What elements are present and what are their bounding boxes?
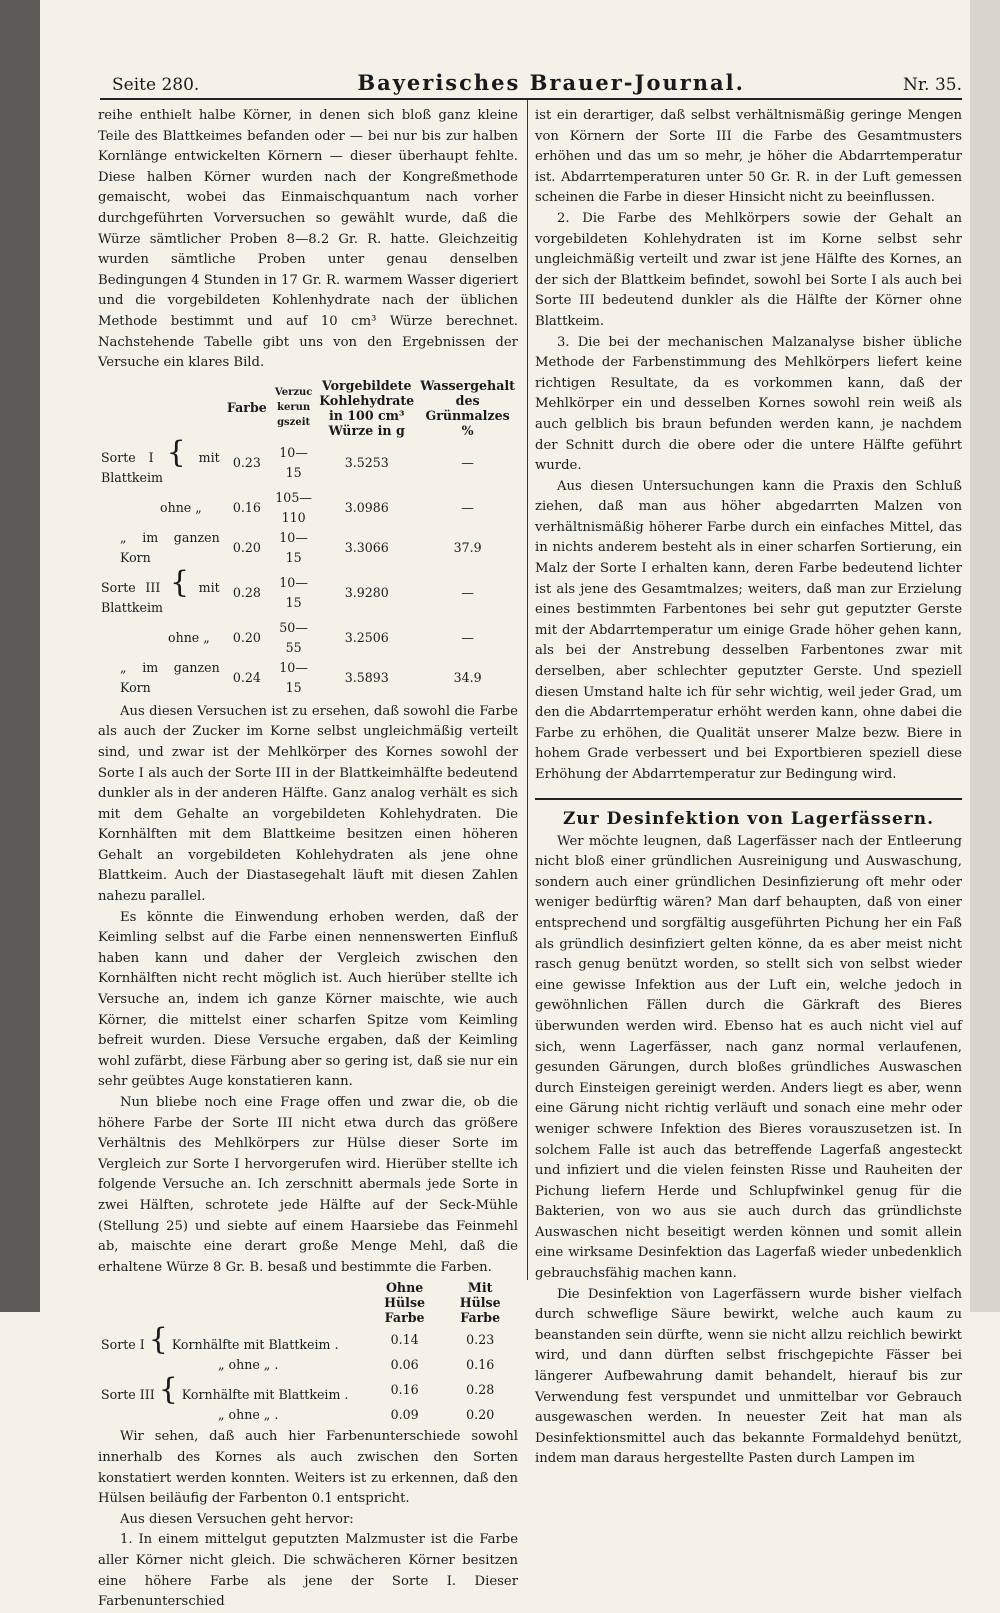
- paragraph: Es könnte die Einwendung erhoben werden, daß der Keimling selbst auf die Farbe einen nennenswerten Einfluß haben kann und daher der Vergleich zwischen den Kornhälften nicht recht möglich ist. Auch hierüber stellte ich Versuche an, indem ich ganze Körner maischte, wie auch Körner, die mittelst einer scharfen Spitze vom Keimling befreit wurden. Diese Versuche ergaben, daß der Keimling wohl zufärbt, diese Färbung aber so gering ist, daß sie nur ein sehr geübtes Auge konstatieren kann.: [98, 909, 518, 1090]
- row-sub: mit Blattkeim: [101, 579, 220, 615]
- table-row: [98, 438, 518, 488]
- row-label: Sorte I: [101, 1337, 145, 1353]
- cell-farbe: 0.16: [232, 499, 261, 515]
- cell-ohne-huelse: 0.14: [390, 1332, 419, 1348]
- cell-mit-huelse: 0.20: [466, 1407, 495, 1423]
- row-label: Sorte III: [101, 579, 161, 595]
- results-table-1: [98, 378, 518, 698]
- row-sub: Kornhälfte mit Blattkeim .: [171, 1337, 339, 1353]
- issue-number: Nr. 35.: [903, 75, 962, 95]
- brace-icon: {: [166, 434, 186, 470]
- column-header: Farbe: [226, 400, 267, 416]
- row-sub: im ganzen Korn: [120, 529, 220, 565]
- paragraph: 3. Die bei der mechanischen Malzanalyse bisher übliche Methode der Farbenstimmung des Mehlkörpers liefert keine richtigen Resultate, da es vorkommen kann, daß der Mehlkörper ein und desselben Kornes sowohl rein weiß als auch gelblich bis braun befunden werden kann, je nachdem der Schnitt durch die obere oder die untere Hälfte geführt wurde.: [535, 334, 962, 474]
- table-row: [98, 1375, 518, 1405]
- column-header: Wassergehalt des Grünmalzes %: [420, 377, 515, 438]
- paragraph: Aus diesen Versuchen ist zu ersehen, daß sowohl die Farbe als auch der Zucker im Korne selbst ungleichmäßig verteilt sind, und zwar ist der Mehlkörper des Kornes sowohl der Sorte I als auch der Sorte III in der Blattkeimhälfte bedeutend dunkler als in der anderen Hälfte. Ganz analog verhält es sich mit dem Gehalte an vorgebildeten Kohlehydraten. Die Kornhälften mit dem Blattkeime besitzen einen höheren Gehalt an vorgebildeten Kohlehydraten als jene ohne Blattkeim. Auch der Diastasegehalt läuft mit diesen Zahlen nahezu parallel.: [98, 703, 518, 905]
- cell-wasser: —: [461, 584, 474, 600]
- page-header: [112, 70, 962, 98]
- row-sub: „ ohne „ .: [218, 1407, 279, 1423]
- journal-title: Bayerisches Brauer-Journal.: [357, 70, 745, 95]
- row-sub: ohne „: [168, 629, 210, 645]
- paragraph: Aus diesen Untersuchungen kann die Praxis den Schluß ziehen, daß man aus höher abgedarrten Malzen von verhältnismäßig höherer Farbe durch ein einfaches Mittel, das in nichts anderem besteht als in einer scharfen Sortierung, ein Malz der Sorte I erhalten kann, deren Farbe bedeutend lichter ist als jene des Gesamtmalzes; weiters, daß man zur Erzielung eines bestimmten Farbentones bei sehr gut geputzter Gerste mit der Abdarrtemperatur um einige Grade höher gehen kann, als bei der Anstrebung desselben Farbentones zwar mit derselben, aber schlechter geputzter Gerste. Und speziell diesen Umstand halte ich für sehr wichtig, weil jeder Grad, um den die Abdarrtemperatur erhöht werden kann, ohne dabei die Farbe zu erhöhen, die Qualität unserer Malze bezw. Biere in hohem Grade verbessert und bei Exportbieren speziell diese Erhöhung der Abdarrtemperatur zur Bedingung wird.: [535, 478, 962, 782]
- paragraph: ist ein derartiger, daß selbst verhältnismäßig geringe Mengen von Körnern der Sorte III die Farbe des Gesamtmusters erhöhen und das um so mehr, je höher die Abdarrtemperatur ist. Abdarrtemperaturen unter 50 Gr. R. in der Luft gemessen scheinen die Farbe in dieser Hinsicht nicht zu beeinflussen.: [535, 108, 962, 206]
- page-number: Seite 280.: [112, 75, 200, 95]
- cell-wasser: 34.9: [453, 669, 482, 685]
- cell-farbe: 0.20: [232, 539, 261, 555]
- cell-kohlehydrate: 3.3066: [344, 539, 389, 555]
- cell-kohlehydrate: 3.5893: [344, 669, 389, 685]
- column-header: Vorgebildete Kohlehydrate in 100 cm³ Würze in g: [319, 377, 415, 438]
- column-divider: [527, 100, 528, 1280]
- row-sub: „ ohne „ .: [218, 1357, 279, 1373]
- row-label: „: [120, 659, 127, 675]
- cell-wasser: —: [461, 629, 474, 645]
- cell-zeit: 10—15: [279, 529, 308, 565]
- cell-farbe: 0.20: [232, 629, 261, 645]
- cell-zeit: 105—110: [275, 489, 312, 525]
- table-row: [98, 658, 518, 698]
- paragraph: Aus diesen Versuchen geht hervor:: [120, 1511, 354, 1527]
- cell-wasser: —: [461, 499, 474, 515]
- left-column: [98, 106, 518, 1613]
- cell-wasser: 37.9: [453, 539, 482, 555]
- column-header: Verzuckerungszeit: [274, 387, 313, 429]
- row-label: Sorte I: [101, 449, 154, 465]
- cell-wasser: —: [461, 454, 474, 470]
- scan-margin-right: [970, 0, 1000, 1312]
- section-divider: [535, 798, 962, 800]
- row-sub: Kornhälfte mit Blattkeim .: [181, 1387, 349, 1403]
- paragraph: Wir sehen, daß auch hier Farbenunterschiede sowohl innerhalb des Kornes als auch zwischen den Sorten konstatiert werden konnten. Weiters ist zu erkennen, daß den Hülsen beiläufig der Farbenton 0.1 entspricht.: [98, 1429, 518, 1507]
- brace-icon: {: [158, 1372, 178, 1408]
- cell-mit-huelse: 0.23: [466, 1332, 495, 1348]
- cell-mit-huelse: 0.16: [466, 1357, 495, 1373]
- cell-kohlehydrate: 3.9280: [344, 584, 389, 600]
- table-row: [98, 568, 518, 618]
- paragraph: Wer möchte leugnen, daß Lagerfässer nach der Entleerung nicht bloß einer gründlichen Ausreinigung und Auswaschung, sondern auch einer gründlichen Desinfizierung oft mehr oder weniger bedürftig wären? Man darf behaupten, daß von einer entsprechend und sorgfältig ausgeführten Pichung her ein Faß als gründlich desinfiziert gelten könne, da es aber meist nicht rasch genug benützt worden, so stellt sich von selbst wieder eine gewisse Infektion aus der Luft ein, welche jedoch in gewöhnlichen Fällen durch die Gärkraft des Bieres überwunden werden wird. Ebenso hat es auch nicht viel auf sich, wenn Lagerfässer, nach ganz normal verlaufenen, gesunden Gärungen, durch bloßes gründliches Auswaschen durch Einsteigen gereinigt werden. Anders liegt es aber, wenn eine Gärung nicht richtig verläuft und sonach eine mehr oder weniger schwere Infektion des Bieres vorauszusetzen ist. In solchem Falle ist auch das betreffende Lagerfaß angesteckt und infiziert und die vielen feinsten Risse und Rauheiten der Pichung liefern Herde und Schlupfwinkel genug für die Bakterien, von wo aus sie auch durch das gründlichste Auswaschen nicht beseitigt werden können und somit allein eine wirksame Desinfektion das Lagerfaß wieder unbedenklich gebrauchsfähig machen kann.: [535, 833, 962, 1282]
- cell-zeit: 50—55: [279, 619, 308, 655]
- cell-ohne-huelse: 0.16: [390, 1382, 419, 1398]
- cell-zeit: 10—15: [279, 574, 308, 610]
- table-row: [98, 1405, 518, 1425]
- results-table-2: [98, 1280, 518, 1425]
- brace-icon: {: [169, 564, 190, 600]
- cell-zeit: 10—15: [279, 659, 308, 695]
- right-column: [535, 106, 962, 1470]
- cell-farbe: 0.24: [232, 669, 261, 685]
- cell-farbe: 0.23: [232, 454, 261, 470]
- table-row: [98, 618, 518, 658]
- cell-zeit: 10—15: [279, 444, 308, 480]
- cell-kohlehydrate: 3.5253: [344, 454, 389, 470]
- paragraph: 1. In einem mittelgut geputzten Malzmuster ist die Farbe aller Körner nicht gleich. Die schwächeren Körner besitzen eine höhere Farbe als jene der Sorte I. Dieser Farbenunterschied: [98, 1532, 518, 1610]
- column-header: Mit Hülse Farbe: [459, 1280, 501, 1326]
- cell-ohne-huelse: 0.09: [390, 1407, 419, 1423]
- article-title: Zur Desinfektion von Lagerfässern.: [562, 808, 935, 829]
- column-header: Ohne Hülse Farbe: [384, 1280, 426, 1326]
- header-rule: [100, 98, 962, 100]
- table-row: [98, 1325, 518, 1355]
- cell-farbe: 0.28: [232, 584, 261, 600]
- scan-margin-left: [0, 0, 40, 1312]
- cell-kohlehydrate: 3.2506: [344, 629, 389, 645]
- paragraph: reihe enthielt halbe Körner, in denen sich bloß ganz kleine Teile des Blattkeimes befanden oder — bei nur bis zur halben Kornlänge entwickelten Körnern — dieser überhaupt fehlte. Diese halben Körner wurden nach der Kongreßmethode gemaischt, wobei das Einmaischquantum nach vorher durchgeführten Vorversuchen so gewählt wurde, daß die Würze sämtlicher Proben 8—8.2 Gr. R. hatte. Gleichzeitig wurden sämtliche Proben unter genau denselben Bedingungen 4 Stunden in 17 Gr. R. warmem Wasser digeriert und die vorgebildeten Kohlenhydrate nach der üblichen Methode bestimmt und auf 10 cm³ Würze berechnet. Nachstehende Tabelle gibt uns von den Ergebnissen der Versuche ein klares Bild.: [98, 108, 518, 371]
- paragraph: Die Desinfektion von Lagerfässern wurde bisher vielfach durch schweflige Säure bewirkt, welche auch kaum zu beanstanden sein dürfte, wenn sie nicht allzu reichlich bewirkt wird, und dann dürften selbst frischgepichte Fässer bei längerer Aufbewahrung damit behandelt, hierauf bis zur Verwendung fest verspundet und unmittelbar vor Gebrauch ausgewaschen werden. In neuester Zeit hat man als Desinfektionsmittel auch das bekannte Formaldehyd benützt, indem man daraus hergestellte Pasten durch Lampen im: [535, 1286, 962, 1467]
- cell-mit-huelse: 0.28: [466, 1382, 495, 1398]
- paragraph: 2. Die Farbe des Mehlkörpers sowie der Gehalt an vorgebildeten Kohlehydraten ist im Korne selbst sehr ungleichmäßig verteilt und zwar ist jene Hälfte des Kornes, an der sich der Blattkeim befindet, sowohl bei Sorte I als auch bei Sorte III bedeutend dunkler als die Hälfte der Körner ohne Blattkeim.: [535, 210, 962, 329]
- brace-icon: {: [148, 1322, 168, 1358]
- cell-kohlehydrate: 3.0986: [344, 499, 389, 515]
- row-sub: im ganzen Korn: [120, 659, 220, 695]
- table-header-row: [98, 378, 518, 438]
- table-header-row: [98, 1280, 518, 1325]
- row-sub: mit Blattkeim: [101, 449, 220, 485]
- row-sub: ohne „: [160, 499, 202, 515]
- paragraph: Nun bliebe noch eine Frage offen und zwar die, ob die höhere Farbe der Sorte III nicht etwa durch das größere Verhältnis des Mehlkörpers zur Hülse dieser Sorte im Vergleich zur Sorte I hervorgerufen wird. Hierüber stellte ich folgende Versuche an. Ich zerschnitt abermals jede Sorte in zwei Hälften, schrotete jede Hälfte auf der Seck-Mühle (Stellung 25) und siebte auf einem Haarsiebe das Feinmehl ab, maischte eine derart große Menge Mehl, daß die erhaltene Würze 8 Gr. B. besaß und bestimmte die Farben.: [98, 1095, 518, 1275]
- row-label: Sorte III: [101, 1387, 155, 1403]
- table-row: [98, 528, 518, 568]
- row-label: „: [120, 529, 127, 545]
- cell-ohne-huelse: 0.06: [390, 1357, 419, 1373]
- table-row: [98, 488, 518, 528]
